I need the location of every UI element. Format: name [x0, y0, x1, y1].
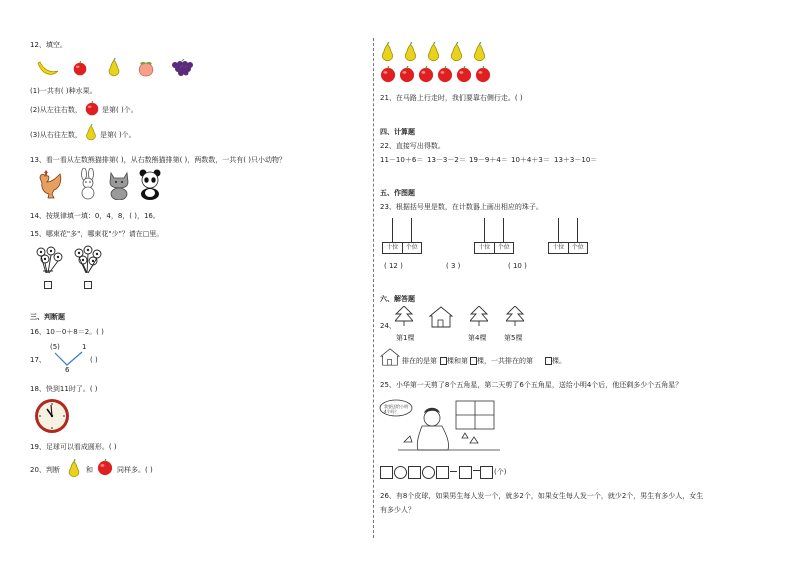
- answer-box[interactable]: [545, 357, 552, 365]
- pear-icon: [426, 42, 441, 62]
- answer-box[interactable]: [408, 466, 421, 479]
- section3-title: 三、判断题: [30, 313, 65, 321]
- q22-text: 22、直接写出得数。: [380, 142, 445, 150]
- q12-title: 12、填空。: [30, 41, 67, 49]
- rabbit-icon: [76, 168, 100, 200]
- apple-icon: [473, 66, 493, 84]
- q22-expr-4: 10＋4＋3＝: [511, 156, 550, 164]
- tens-label: 十位: [475, 243, 495, 253]
- column-divider: [373, 38, 374, 538]
- q12-line3-suffix: 是第( )个。: [100, 131, 136, 139]
- operator-circle[interactable]: [422, 466, 435, 479]
- answer-box[interactable]: [459, 466, 472, 479]
- pear-icon: [449, 42, 464, 62]
- q17-answer: ( ): [90, 356, 98, 364]
- q12-line2-prefix: (2)从左往右数，: [30, 106, 82, 114]
- q25-answer-equation: [380, 466, 520, 480]
- ones-label: 个位: [497, 244, 510, 251]
- panda-icon: [136, 168, 164, 200]
- q20-prefix: 20、判断: [30, 466, 60, 474]
- apple-icon: [84, 101, 100, 117]
- abacus-counter[interactable]: [548, 218, 588, 254]
- q24-label: 24、: [380, 322, 396, 330]
- pear-icon: [106, 58, 122, 77]
- q13-animal-row: [34, 168, 174, 202]
- section6-title: 六、解答题: [380, 295, 415, 303]
- q12-line2-suffix: 是第( )个。: [102, 106, 138, 114]
- q12-fruit-row: [36, 57, 206, 81]
- ones-label: 个位: [571, 244, 584, 251]
- counter-value: ( 10 ): [508, 262, 527, 270]
- answer-box[interactable]: [440, 357, 447, 365]
- tree-icon: [395, 306, 413, 327]
- ones-label: 个位: [405, 244, 418, 251]
- peach-icon: [137, 60, 155, 78]
- apple-icon: [72, 61, 88, 77]
- q23-text: 23、根据括号里是数，在计数器上画出相应的珠子。: [380, 203, 543, 211]
- answer-box[interactable]: [380, 466, 393, 479]
- q17-top-left: (5): [50, 343, 60, 351]
- banana-icon: [36, 59, 60, 79]
- clock-icon: [34, 398, 70, 434]
- q25-unit: (个): [494, 468, 507, 476]
- rooster-icon: [34, 168, 66, 200]
- q14-text: 14、按规律填一填：0，4，8，( )，16。: [30, 212, 160, 220]
- tens-label: 十位: [383, 243, 403, 253]
- tree-caption-5: 第5棵: [504, 334, 523, 342]
- q20-suffix: 同样多。( ): [117, 466, 153, 474]
- q25-text: 25、小华第一天剪了8个五角星，第二天剪了6个五角星，送给小明4个后，他还剩多少个五角星？: [380, 381, 683, 389]
- apple-icon: [96, 459, 114, 477]
- q26-line2: 有多少人？: [380, 506, 415, 514]
- q17-top-right: 1: [82, 343, 87, 351]
- section5-title: 五、作图题: [380, 189, 415, 197]
- q16-text: 16、10－0＋8＝2。( ): [30, 328, 104, 336]
- tree-icon: [506, 306, 524, 327]
- counter-value: ( 3 ): [446, 262, 461, 270]
- answer-box[interactable]: [44, 281, 52, 289]
- apple-icon: [435, 66, 455, 84]
- q22-expr-3: 19－9＋4＝: [469, 156, 508, 164]
- tens-label: 十位: [549, 243, 569, 253]
- apple-icon: [454, 66, 474, 84]
- tree-icon: [470, 306, 488, 327]
- q24-sentence-post: 棵，一共排在的第: [477, 357, 533, 365]
- tree-caption-4: 第4棵: [468, 334, 487, 342]
- q24-sentence-end: 棵。: [552, 357, 566, 365]
- q13-text: 13、看一看从左数熊猫排第( )，从右数熊猫排第( )，两数数，一共有( )只小动物？: [30, 156, 286, 164]
- q26-line1: 26、有8个皮球，如果男生每人发一个，就多2个，如果女生每人发一个，就少2个，男生有多少人，女生: [380, 492, 704, 500]
- house-icon: [380, 348, 400, 366]
- counter-value: ( 12 ): [384, 262, 403, 270]
- pear-icon: [84, 124, 98, 141]
- answer-box[interactable]: [480, 466, 493, 479]
- q20-mid: 和: [86, 466, 93, 474]
- q12-line3-prefix: (3)从右往左数，: [30, 131, 82, 139]
- house-icon: [429, 306, 453, 328]
- pear-icon: [380, 42, 395, 62]
- operator-circle[interactable]: [394, 466, 407, 479]
- q17-label: 17、: [30, 356, 46, 364]
- q12-line1: (1)一共有( )种水果。: [30, 87, 97, 95]
- grapes-icon: [169, 59, 195, 77]
- q22-expr-1: 11－10＋6＝: [380, 156, 424, 164]
- pear-icon: [472, 42, 487, 62]
- tree-caption-1: 第1棵: [396, 334, 415, 342]
- q18-text: 18、快到11时了。( ): [30, 385, 98, 393]
- abacus-counter[interactable]: [382, 218, 422, 254]
- q19-text: 19、足球可以看成圆形。( ): [30, 443, 117, 451]
- apple-icon: [397, 66, 417, 84]
- cat-icon: [106, 168, 132, 200]
- section4-title: 四、计算题: [380, 128, 415, 136]
- q25-illustration: [378, 396, 502, 456]
- number-split-diagram: [52, 351, 88, 369]
- abacus-counter[interactable]: [474, 218, 514, 254]
- answer-box[interactable]: [436, 466, 449, 479]
- pear-icon: [67, 459, 81, 478]
- q22-expr-2: 13－3－2＝: [427, 156, 466, 164]
- apple-icon: [416, 66, 436, 84]
- apple-icon: [378, 66, 398, 84]
- flower-bunch-icon: [72, 245, 104, 277]
- q22-expr-5: 13＋3－10＝: [554, 156, 598, 164]
- q21-text: 21、在马路上行走时，我们要靠右侧行走。( ): [380, 94, 523, 102]
- pear-icon: [403, 42, 418, 62]
- q15-text: 15、哪束花"多"，哪束花"少"？请在□里。: [30, 230, 164, 238]
- flower-bunch-icon: [33, 245, 65, 277]
- q17-bottom: 6: [65, 366, 70, 374]
- equals-line: [473, 470, 480, 471]
- speech-bubble: 我要送给小明4个吗？: [384, 404, 408, 414]
- equals-line: [450, 471, 457, 472]
- answer-box[interactable]: [470, 357, 477, 365]
- q24-sentence-mid: 棵和第: [447, 357, 468, 365]
- answer-box[interactable]: [84, 281, 92, 289]
- q24-sentence-pre: 排在的是第: [402, 357, 437, 365]
